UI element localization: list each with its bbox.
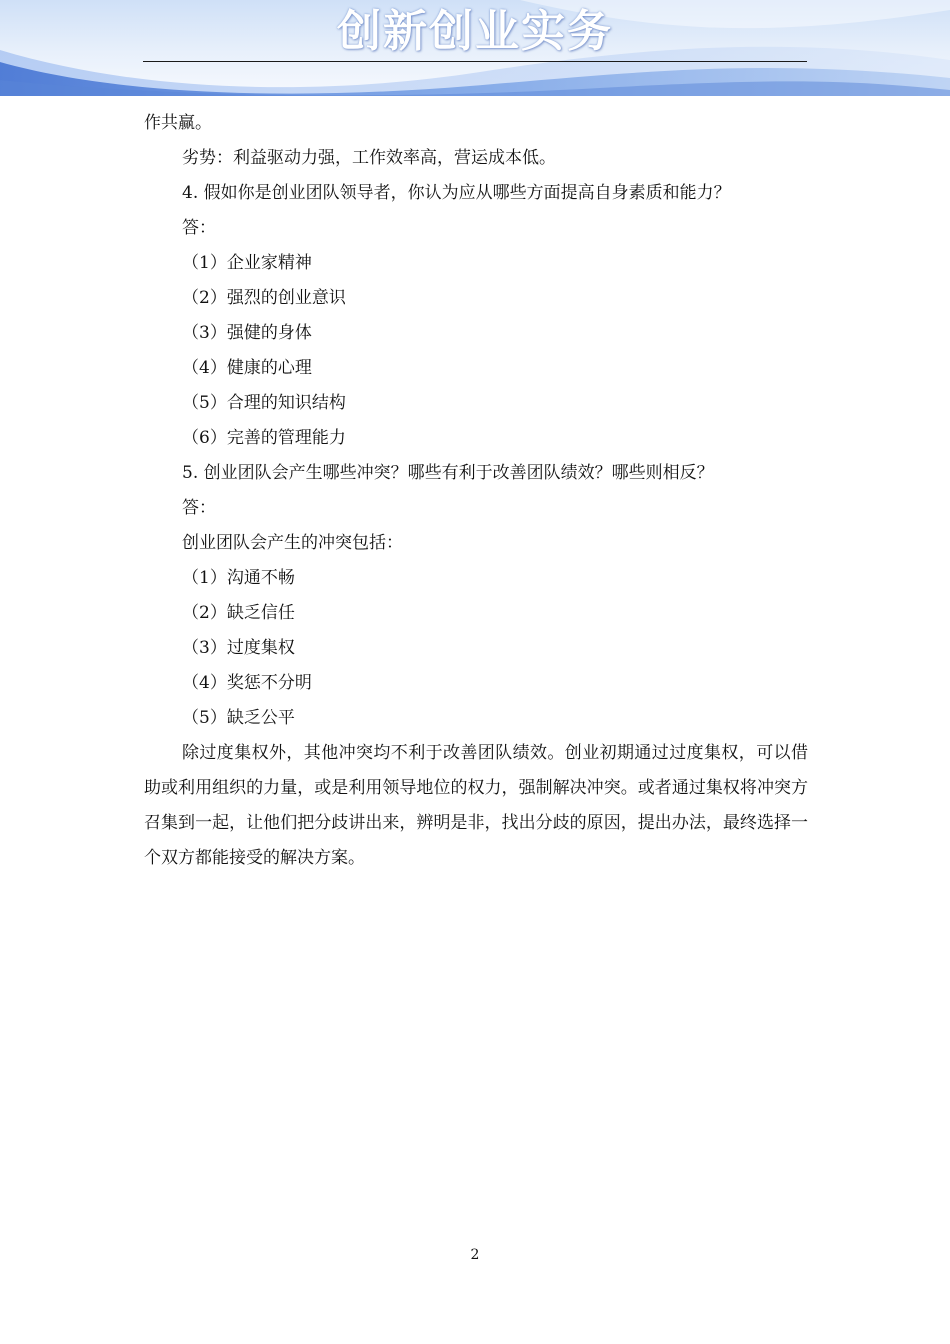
text-line: 劣势：利益驱动力强，工作效率高，营运成本低。 [182,148,556,168]
list-item: （5）缺乏公平 [182,708,295,728]
answer-paragraph: 除过度集权外，其他冲突均不利于改善团队绩效。创业初期通过过度集权，可以借助或利用组织的力量，或是利用领导地位的权力，强制解决冲突。或者通过集权将冲突方召集到一起，让他们把分歧讲出来，辨明是非，找出分歧的原因，提出办法，最终选择一个双方都能接受的解决方案。 [144,743,808,868]
question-5: 5. 创业团队会产生哪些冲突？哪些有利于改善团队绩效？哪些则相反？ [182,463,714,483]
list-item: （1）企业家精神 [182,253,312,273]
page-number: 2 [470,1247,480,1263]
list-item: （5）合理的知识结构 [182,393,346,413]
page-header [0,0,950,96]
list-item: （6）完善的管理能力 [182,428,346,448]
header-divider [143,61,807,62]
header-title: 创新创业实务 [337,6,613,57]
answer-label: 答： [182,218,216,238]
list-item: （3）过度集权 [182,638,295,658]
question-4: 4. 假如你是创业团队领导者，你认为应从哪些方面提高自身素质和能力？ [182,183,731,203]
text-line: 作共赢。 [144,113,212,133]
answer-label: 答： [182,498,216,518]
list-item: （3）强健的身体 [182,323,312,343]
list-item: （4）健康的心理 [182,358,312,378]
list-item: （1）沟通不畅 [182,568,295,588]
answer-intro: 创业团队会产生的冲突包括： [182,533,403,553]
list-item: （2）强烈的创业意识 [182,288,346,308]
document-body [144,106,808,876]
list-item: （2）缺乏信任 [182,603,295,623]
list-item: （4）奖惩不分明 [182,673,312,693]
